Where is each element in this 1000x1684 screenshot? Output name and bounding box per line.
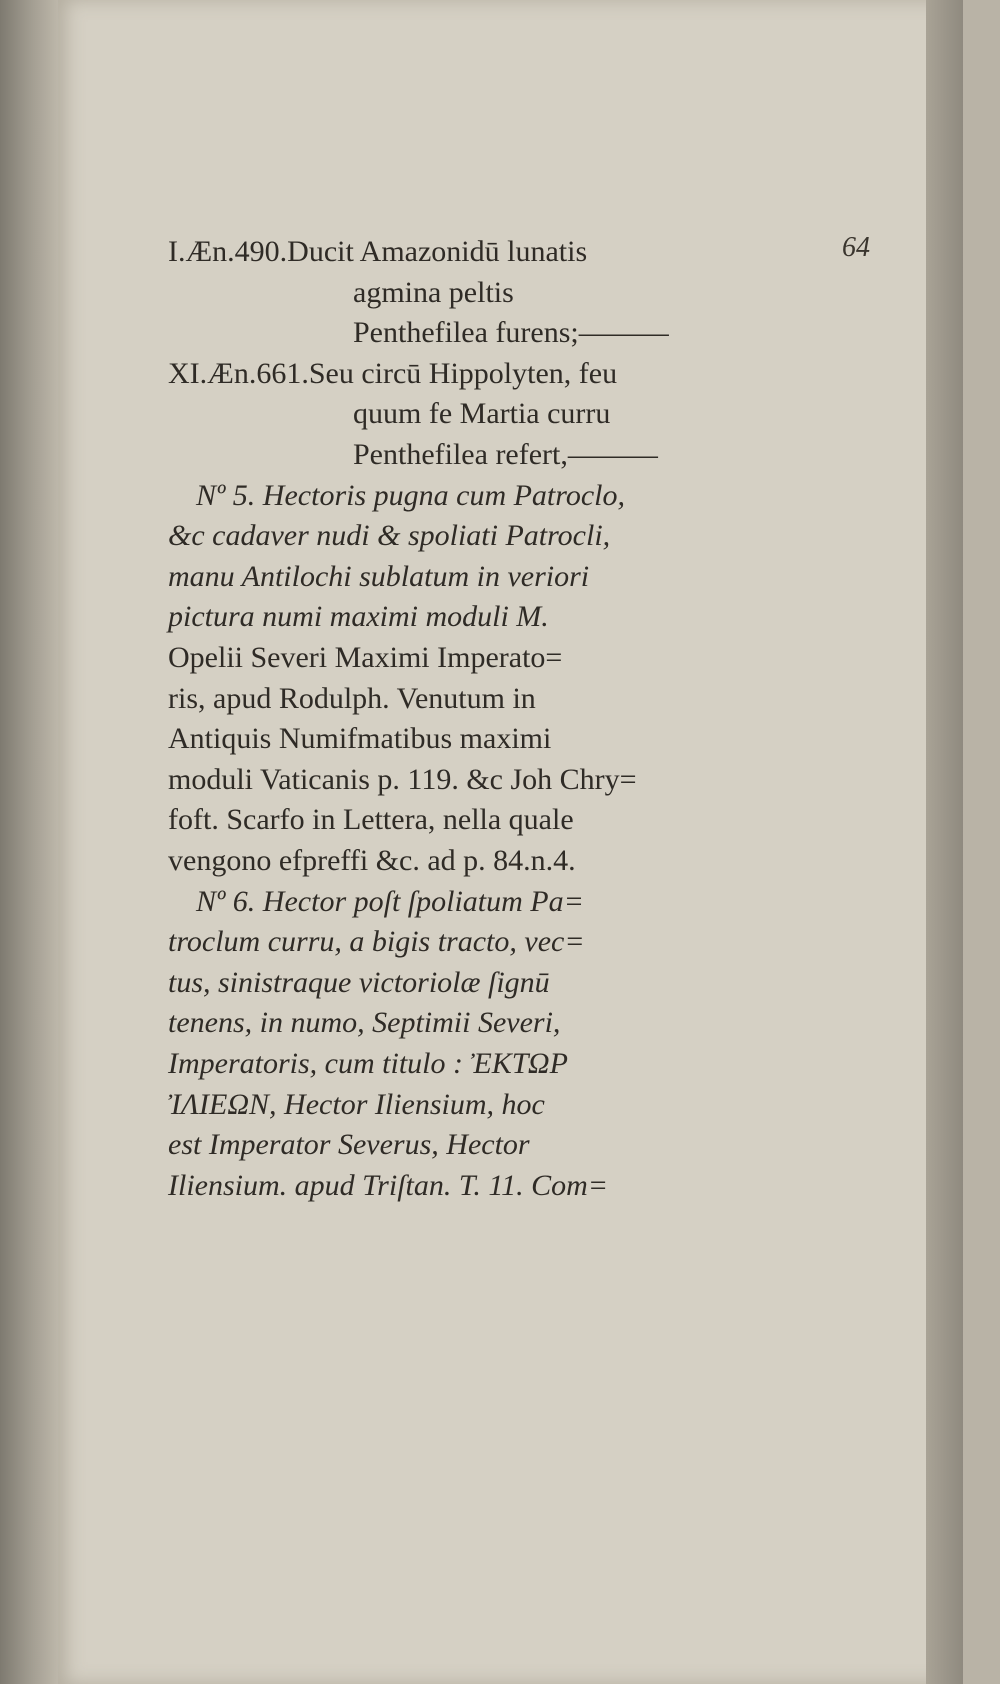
text-line: Iliensium. apud Triſtan. T. 11. Com= [168, 1168, 609, 1202]
text-line: ris, apud Rodulph. Venutum in [168, 681, 536, 715]
text-line: agmina peltis [353, 275, 514, 309]
binding-shadow [0, 0, 58, 1684]
text-line: I.Æn.490.Ducit Amazonidū lunatis [168, 235, 588, 268]
text-line: tenens, in numo, Septimii Severi, [168, 1006, 561, 1040]
text-line: Imperatoris, cum titulo : ἘΚΤΩΡ [168, 1047, 568, 1080]
text-line: Nº 6. Hector poſt ſpoliatum Pa= [196, 884, 584, 918]
text-line: XI.Æn.661.Seu circū Hippolyten, feu [168, 356, 618, 390]
text-line: Penthefilea refert,——— [353, 438, 658, 471]
text-line: est Imperator Severus, Hector [168, 1128, 530, 1162]
page-edge [926, 0, 963, 1684]
text-line: manu Antilochi sublatum in veriori [168, 559, 590, 593]
text-line: quum fe Martia curru [353, 397, 611, 431]
page-number: 64 [842, 232, 870, 263]
text-line: troclum curru, a bigis tracto, vec= [168, 925, 585, 959]
text-line: foft. Scarfo in Lettera, nella quale [168, 803, 574, 837]
text-line: pictura numi maximi moduli M. [168, 600, 549, 634]
text-line: vengono efpreffi &c. ad p. 84.n.4. [168, 844, 576, 877]
text-line: Antiquis Numifmatibus maximi [168, 722, 552, 756]
text-line: Opelii Severi Maximi Imperato= [168, 641, 563, 674]
text-line: &c cadaver nudi & spoliati Patrocli, [168, 519, 611, 553]
text-line: Penthefilea furens;——— [353, 316, 669, 350]
text-line: moduli Vaticanis p. 119. &c Joh Chry= [168, 762, 637, 796]
text-line: tus, sinistraque victoriolæ ſignū [168, 965, 550, 999]
text-line: ἸΛΙΕΩΝ, Hector Iliensium, hoc [168, 1087, 545, 1121]
text-line: Nº 5. Hectoris pugna cum Patroclo, [196, 478, 625, 512]
